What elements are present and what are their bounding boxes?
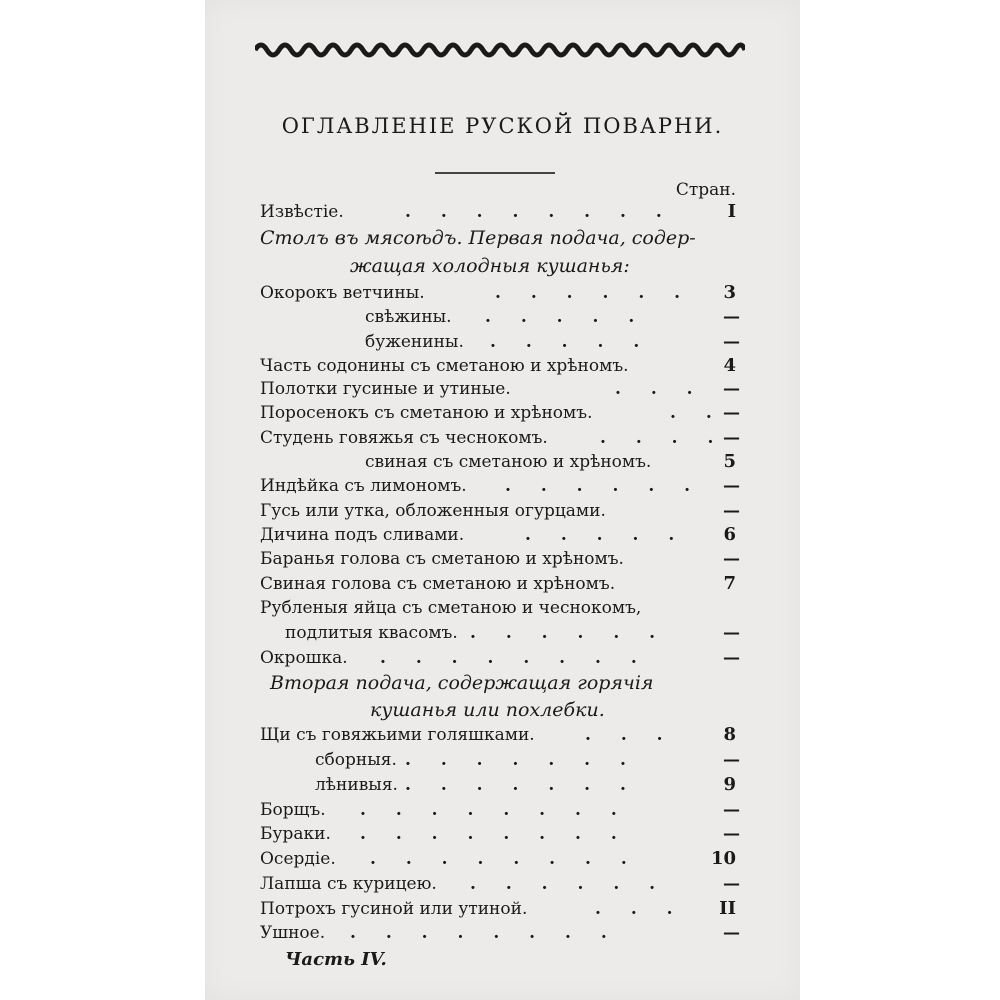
entry-text: Часть содонины съ сметаною и хрѣномъ. xyxy=(260,356,629,376)
entry-text: буженины. xyxy=(365,332,464,352)
leader-dots: . . . . . xyxy=(490,332,652,352)
toc-entry xyxy=(255,645,740,671)
decorative-wave-rule xyxy=(255,38,745,62)
toc-entry xyxy=(255,772,740,798)
leader-dots: . . . . . xyxy=(485,307,647,327)
entry-page: — xyxy=(723,648,740,668)
section-text: жащая холодныя кушанья: xyxy=(350,255,630,277)
entry-page: — xyxy=(723,403,740,423)
toc-entry xyxy=(255,620,740,646)
toc-entry xyxy=(255,595,740,621)
section-text: Вторая подача, содержащая горячія xyxy=(270,672,654,694)
leader-dots: . . . . . . xyxy=(470,623,668,643)
entry-text: Осердіе. xyxy=(260,849,336,869)
leader-dots: . . . . xyxy=(600,428,726,448)
entry-text: Ушное. xyxy=(260,923,326,943)
entry-text: Борщъ. xyxy=(260,800,326,820)
entry-text: Индѣйка съ лимономъ. xyxy=(260,476,467,496)
toc-entry xyxy=(255,449,740,475)
leader-dots: . . . . . . xyxy=(505,476,703,496)
entry-page: I xyxy=(727,201,736,222)
entry-page: 8 xyxy=(723,724,736,745)
leader-dots: . . . . . . . . xyxy=(360,824,629,844)
entry-text: Щи съ говяжьими голяшками. xyxy=(260,725,535,745)
entry-page: — xyxy=(723,428,740,448)
entry-page: 7 xyxy=(723,573,736,594)
leader-dots: . . . . . . . . xyxy=(370,849,639,869)
entry-page: — xyxy=(723,549,740,569)
entry-text: Лапша съ курицею. xyxy=(260,874,437,894)
entry-text: Рубленыя яйца съ сметаною и чеснокомъ, xyxy=(260,598,642,618)
toc-entry xyxy=(255,376,740,402)
entry-page: 4 xyxy=(723,355,736,376)
entry-page: — xyxy=(723,501,740,521)
entry-page: — xyxy=(723,874,740,894)
toc-entry xyxy=(255,400,740,426)
entry-text: лѣнивыя. xyxy=(315,775,398,795)
entry-page: — xyxy=(723,800,740,820)
leader-dots: . . . xyxy=(615,379,705,399)
toc-section-heading xyxy=(255,225,740,251)
entry-page: — xyxy=(723,923,740,943)
entry-text: подлитыя квасомъ. xyxy=(285,623,458,643)
leader-dots: . . . . . . . . xyxy=(380,648,649,668)
entry-text: Свиная голова съ сметаною и хрѣномъ. xyxy=(260,574,616,594)
toc-entry xyxy=(255,498,740,524)
entry-page: — xyxy=(723,476,740,496)
entry-text: свѣжины. xyxy=(365,307,452,327)
entry-text: Окрошка. xyxy=(260,648,348,668)
entry-text: свиная съ сметаною и хрѣномъ. xyxy=(365,452,652,472)
part-label: Часть IV. xyxy=(285,949,387,970)
title-underline xyxy=(435,172,555,174)
entry-text: Бураки. xyxy=(260,824,331,844)
toc-entry xyxy=(255,425,740,451)
toc-entry xyxy=(255,846,740,872)
leader-dots: . . . . . . . . xyxy=(360,800,629,820)
toc-section-heading xyxy=(255,670,740,696)
leader-dots: . . . . . . xyxy=(470,874,668,894)
entry-page: 5 xyxy=(723,451,736,472)
toc-entry xyxy=(255,304,740,330)
entry-page: — xyxy=(723,332,740,352)
toc-entry xyxy=(255,473,740,499)
book-page xyxy=(205,0,800,1000)
entry-page: 9 xyxy=(723,774,736,795)
entry-page: — xyxy=(723,623,740,643)
toc-entry xyxy=(255,546,740,572)
entry-page: — xyxy=(723,824,740,844)
entry-text: Гусь или утка, обложенныя огурцами. xyxy=(260,501,606,521)
leader-dots: . . . . . . . . xyxy=(405,202,674,222)
leader-dots: . . . xyxy=(585,725,675,745)
leader-dots: . . . . . xyxy=(525,525,687,545)
entry-page: — xyxy=(723,379,740,399)
entry-page: 6 xyxy=(723,524,736,545)
toc-entry xyxy=(255,199,740,225)
toc-entry xyxy=(255,522,740,548)
toc-entry xyxy=(255,821,740,847)
entry-page: — xyxy=(723,750,740,770)
toc-entry xyxy=(255,329,740,355)
toc-entry xyxy=(255,871,740,897)
entry-text: Полотки гусиные и утиные. xyxy=(260,379,511,399)
toc-entry xyxy=(255,722,740,748)
entry-text: Окорокъ ветчины. xyxy=(260,283,425,303)
entry-text: Дичина подъ сливами. xyxy=(260,525,465,545)
page-column-header: Стран. xyxy=(675,180,736,200)
page-title: ОГЛАВЛЕНІЕ РУСКОЙ ПОВАРНИ. xyxy=(281,114,724,138)
toc-entry xyxy=(255,571,740,597)
toc-entry xyxy=(255,280,740,306)
entry-text: Баранья голова съ сметаною и хрѣномъ. xyxy=(260,549,624,569)
entry-text: Извѣстіе. xyxy=(260,202,344,222)
footer-signature xyxy=(255,947,740,973)
toc-entry xyxy=(255,797,740,823)
leader-dots: . . . . . . . xyxy=(405,750,638,770)
leader-dots: . . . . . . . . xyxy=(350,923,619,943)
leader-dots: . . xyxy=(670,403,724,423)
entry-page: 10 xyxy=(710,848,736,869)
entry-text: Поросенокъ съ сметаною и хрѣномъ. xyxy=(260,403,593,423)
entry-page: — xyxy=(723,307,740,327)
leader-dots: . . . . . . xyxy=(495,283,693,303)
entry-text: Студень говяжья съ чеснокомъ. xyxy=(260,428,548,448)
toc-section-heading xyxy=(255,253,740,279)
entry-text: Потрохъ гусиной или утиной. xyxy=(260,899,528,919)
entry-page: II xyxy=(719,898,736,919)
leader-dots: . . . xyxy=(595,899,685,919)
toc-section-heading xyxy=(255,697,740,723)
section-text: Столъ въ мясоѣдъ. Первая подача, содер- xyxy=(260,227,696,249)
section-text: кушанья или похлебки. xyxy=(370,699,605,721)
toc-entry xyxy=(255,896,740,922)
entry-text: сборныя. xyxy=(315,750,397,770)
toc-entry xyxy=(255,920,740,946)
entry-page: 3 xyxy=(723,282,736,303)
toc-entry xyxy=(255,747,740,773)
leader-dots: . . . . . . . xyxy=(405,775,638,795)
